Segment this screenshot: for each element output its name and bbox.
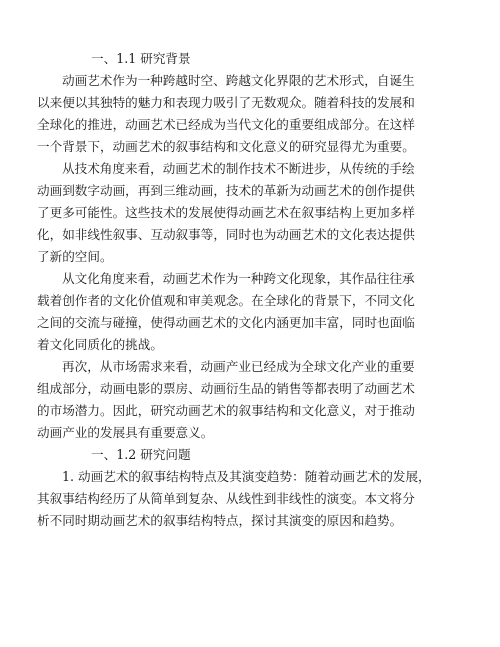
paragraph-line: 析不同时期动画艺术的叙事结构特点，探讨其演变的原因和趋势。 <box>37 513 403 528</box>
paragraph-line: 了更多可能性。这些技术的发展使得动画艺术在叙事结构上更加多样 <box>37 205 415 220</box>
paragraph-line: 动画产业的发展具有重要意义。 <box>37 425 214 440</box>
paragraph-line: 其叙事结构经历了从简单到复杂、从线性到非线性的演变。本文将分 <box>37 491 415 506</box>
paragraph-culture <box>37 268 462 356</box>
paragraph-line: 组成部分，动画电影的票房、动画衍生品的销售等都表明了动画艺术 <box>37 381 415 396</box>
paragraph-market <box>37 356 462 444</box>
document-body <box>37 48 462 532</box>
paragraph-line: 一个背景下，动画艺术的叙事结构和文化意义的研究显得尤为重要。 <box>37 139 415 154</box>
paragraph-line: 再次，从市场需求来看，动画产业已经成为全球文化产业的重要 <box>62 359 415 374</box>
paragraph-line: 全球化的推进，动画艺术已经成为当代文化的重要组成部分。在这样 <box>37 117 415 132</box>
paragraph-line: 动画到数字动画，再到三维动画，技术的革新为动画艺术的创作提供 <box>37 183 415 198</box>
section-heading-research-questions: 一、1.2 研究问题 <box>91 447 191 462</box>
paragraph-technology <box>37 158 462 268</box>
paragraph-question-1 <box>37 466 462 532</box>
paragraph-line: 以来便以其独特的魅力和表现力吸引了无数观众。随着科技的发展和 <box>37 95 415 110</box>
paragraph-line: 动画艺术作为一种跨越时空、跨越文化界限的艺术形式，自诞生 <box>62 73 415 88</box>
paragraph-line: 的市场潜力。因此，研究动画艺术的叙事结构和文化意义，对于推动 <box>37 403 415 418</box>
paragraph-line: 之间的交流与碰撞，使得动画艺术的文化内涵更加丰富，同时也面临 <box>37 315 415 330</box>
paragraph-line: 载着创作者的文化价值观和审美观念。在全球化的背景下，不同文化 <box>37 293 415 308</box>
section-heading-research-background: 一、1.1 研究背景 <box>91 51 191 66</box>
paragraph-line: 从技术角度来看，动画艺术的制作技术不断进步，从传统的手绘 <box>62 161 415 176</box>
paragraph-line: 了新的空间。 <box>37 249 113 264</box>
paragraph-line: 1. 动画艺术的叙事结构特点及其演变趋势：随着动画艺术的发展， <box>62 469 431 484</box>
paragraph-line: 化，如非线性叙事、互动叙事等，同时也为动画艺术的文化表达提供 <box>37 227 415 242</box>
paragraph-intro <box>37 70 462 158</box>
paragraph-line: 着文化同质化的挑战。 <box>37 337 163 352</box>
paragraph-line: 从文化角度来看，动画艺术作为一种跨文化现象，其作品往往承 <box>62 271 415 286</box>
